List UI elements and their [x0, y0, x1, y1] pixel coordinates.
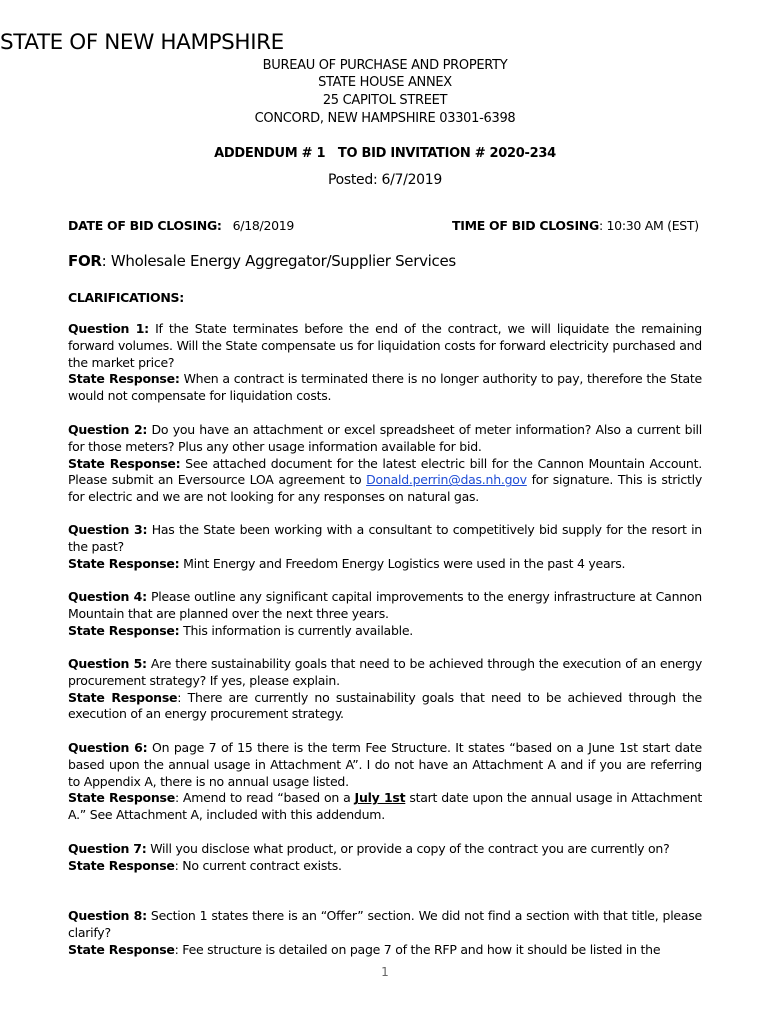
building-line: STATE HOUSE ANNEX — [318, 75, 452, 90]
response-label: State Response: — [68, 622, 180, 638]
question-text: Has the State been working with a consultant to competitively bid supply for the resort in the past? — [68, 522, 702, 554]
response-text: : No current contract exists. — [174, 857, 342, 873]
response — [68, 942, 702, 959]
question-label: Question 2: — [68, 422, 148, 437]
question-text: Section 1 states there is an “Offer” section. We did not find a section with that title, please clarify? — [68, 908, 702, 940]
question — [68, 589, 702, 623]
response-text: : Fee structure is detailed on page 7 of the RFP and how it should be listed in the — [174, 941, 661, 957]
qa-item-4 — [68, 589, 702, 639]
question-label: Question 7: — [68, 841, 147, 856]
time-value: : 10:30 AM (EST) — [598, 218, 699, 233]
response-label: State Response — [68, 857, 175, 873]
response-label: State Response — [68, 689, 178, 705]
response-label: State Response: — [68, 455, 181, 471]
response — [68, 371, 702, 405]
question-text: Are there sustainability goals that need to be achieved through the execution of an energy procurement strategy? If yes, please explain. — [68, 656, 702, 688]
question-label: Question 3: — [68, 522, 148, 537]
addendum-heading: ADDENDUM # 1 TO BID INVITATION # 2020-234 — [214, 146, 556, 161]
response — [68, 790, 702, 824]
question-label: Question 5: — [68, 656, 147, 671]
response-label: State Response: — [68, 555, 180, 571]
doc-title: STATE OF NEW HAMPSHIRE — [0, 30, 284, 55]
street-line: 25 CAPITOL STREET — [322, 93, 448, 108]
response-label: State Response — [68, 941, 175, 957]
email-link[interactable]: Donald.perrin@das.nh.gov — [366, 472, 527, 488]
qa-item-1 — [68, 321, 702, 405]
response — [68, 690, 702, 724]
bureau-line: BUREAU OF PURCHASE AND PROPERTY — [262, 58, 508, 73]
question-text: Will you disclose what product, or provide a copy of the contract you are currently on? — [146, 841, 670, 856]
question-label: Question 6: — [68, 740, 148, 755]
question — [68, 908, 702, 942]
response — [68, 456, 702, 506]
question — [68, 321, 702, 371]
response-label: State Response: — [68, 371, 180, 387]
response-label: State Response — [68, 790, 175, 806]
question-label: Question 8: — [68, 908, 147, 923]
response-text: : Amend to read “based on a — [174, 790, 355, 806]
qa-item-5 — [68, 656, 702, 723]
response-text: : There are currently no sustainability goals that need to be achieved through the execution of an energy procurement strategy. — [68, 689, 702, 722]
response-text-cont: start date upon the annual usage in Attachment A.” See Attachment A, included with this addendum. — [68, 790, 703, 823]
for-label: FOR — [68, 252, 102, 270]
date-value: 6/18/2019 — [232, 218, 295, 233]
question-label: Question 1: — [68, 321, 149, 336]
response — [68, 858, 702, 875]
time-label: TIME OF BID CLOSING — [452, 218, 599, 233]
response-text: Mint Energy and Freedom Energy Logistics were used in the past 4 years. — [179, 555, 626, 571]
for-value: : Wholesale Energy Aggregator/Supplier Services — [101, 252, 456, 270]
question — [68, 422, 702, 456]
response-text: When a contract is terminated there is no longer authority to pay, therefore the State would not compensate for liquidation costs. — [68, 371, 702, 404]
question-label: Question 4: — [68, 589, 147, 604]
bid-closing-date — [68, 218, 294, 233]
page-number: 1 — [381, 965, 389, 979]
question-text: Please outline any significant capital improvements to the energy infrastructure at Cannon Mountain that are planned over the next three years. — [68, 589, 702, 621]
response-text: This information is currently available. — [179, 622, 414, 638]
response-text-cont: for signature. This is strictly for electric and we are not looking for any responses on natural gas. — [68, 472, 702, 505]
question — [68, 841, 702, 858]
question-text: On page 7 of 15 there is the term Fee Structure. It states “based on a June 1st start date based upon the annual usage in Attachment A”. I do not have an Attachment A and if you are referring to Appendix A, there is no annual usage listed. — [68, 740, 702, 789]
posted-date: Posted: 6/7/2019 — [327, 172, 443, 188]
for-line — [68, 252, 456, 270]
clarifications-heading: CLARIFICATIONS: — [68, 290, 184, 305]
question-text: If the State terminates before the end of the contract, we will liquidate the remaining forward volumes. Will the State compensate us for liquidation costs for forward electricity purchased and the market price? — [68, 321, 702, 370]
july-date-emphasis: July 1st — [354, 790, 406, 806]
response — [68, 556, 702, 573]
qa-item-3 — [68, 522, 702, 572]
question — [68, 522, 702, 556]
question — [68, 656, 702, 690]
qa-item-8 — [68, 908, 702, 958]
city-line: CONCORD, NEW HAMPSHIRE 03301-6398 — [254, 111, 516, 126]
qa-item-6 — [68, 740, 702, 824]
question-text: Do you have an attachment or excel spreadsheet of meter information? Also a current bill for those meters? Plus any other usage information available for bid. — [68, 422, 702, 454]
question — [68, 740, 702, 790]
response — [68, 623, 702, 640]
date-label: DATE OF BID CLOSING: — [68, 218, 222, 233]
response-text: See attached document for the latest electric bill for the Cannon Mountain Account. Please submit an Eversource LOA agreement to — [68, 455, 702, 488]
qa-item-2 — [68, 422, 702, 506]
qa-item-7 — [68, 841, 702, 875]
bid-closing-time — [452, 218, 699, 233]
